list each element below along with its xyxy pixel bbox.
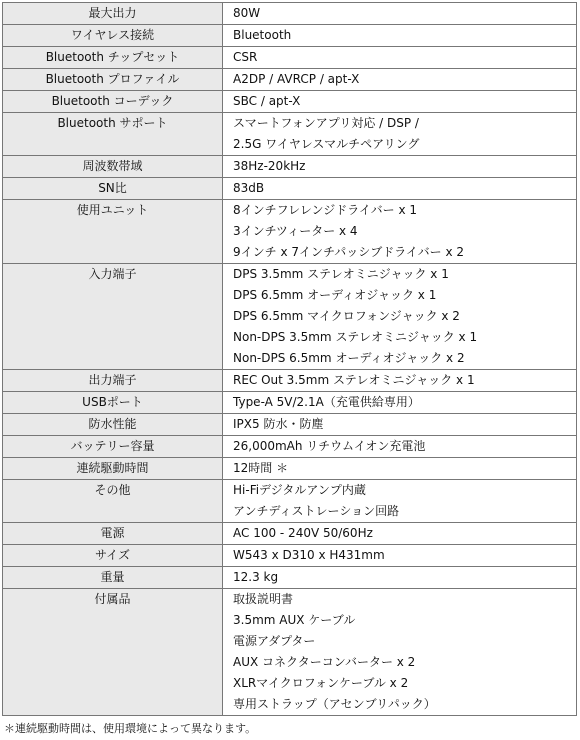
spec-value-line: Type-A 5V/2.1A（充電供給専用） [233,395,420,409]
spec-value-cell [223,156,577,178]
spec-value-line: XLRマイクロフォンケーブル x 2 [233,676,409,690]
spec-label: SN比 [98,181,127,195]
spec-value-line: AUX コネクターコンバーター x 2 [233,655,416,669]
spec-label-cell [3,589,223,716]
spec-row [3,545,577,567]
spec-label: 重量 [100,570,125,584]
spec-value-line: 8インチフレレンジドライバー x 1 [233,203,418,217]
spec-value-line: DPS 6.5mm オーディオジャック x 1 [233,288,437,302]
spec-row [3,25,577,47]
spec-value-cell [223,414,577,436]
spec-value-cell [223,436,577,458]
spec-value-line: DPS 3.5mm ステレオミニジャック x 1 [233,267,449,281]
spec-label: 付属品 [94,592,131,606]
spec-label: バッテリー容量 [70,439,155,453]
spec-value-line: Bluetooth [233,28,292,42]
spec-row [3,392,577,414]
spec-row [3,480,577,523]
spec-value-cell [223,589,577,716]
spec-row [3,69,577,91]
spec-row [3,523,577,545]
spec-value-line: Non-DPS 3.5mm ステレオミニジャック x 1 [233,330,478,344]
spec-row [3,113,577,156]
spec-row [3,47,577,69]
spec-value-line: Non-DPS 6.5mm オーディオジャック x 2 [233,351,465,365]
spec-label: 最大出力 [88,6,137,20]
spec-label-cell [3,113,223,156]
spec-value-line: 80W [233,6,261,20]
spec-value-line: 12.3 kg [233,570,279,584]
spec-label-cell [3,178,223,200]
spec-value-line: 3インチツィーター x 4 [233,224,358,238]
spec-value-line: IPX5 防水・防塵 [233,417,324,431]
spec-value-line: AC 100 - 240V 50/60Hz [233,526,373,540]
spec-row [3,589,577,716]
spec-row [3,567,577,589]
spec-label-cell [3,264,223,370]
spec-label: Bluetooth サポート [57,116,168,130]
spec-value-line: Hi-Fiデジタルアンプ内蔵 [233,483,366,497]
spec-table [2,2,577,716]
spec-value-line: 83dB [233,181,265,195]
spec-label-cell [3,156,223,178]
spec-row [3,178,577,200]
spec-label-cell [3,47,223,69]
spec-value-line: 2.5G ワイヤレスマルチペアリング [233,137,420,151]
spec-label-cell [3,3,223,25]
spec-value-cell [223,69,577,91]
spec-value-line: 9インチ x 7インチパッシブドライバー x 2 [233,245,465,259]
spec-row [3,414,577,436]
spec-value-cell [223,370,577,392]
spec-value-cell [223,392,577,414]
spec-value-cell [223,458,577,480]
spec-value-line: 専用ストラップ（アセンブリパック） [233,697,436,711]
spec-label: 出力端子 [88,373,137,387]
spec-label-cell [3,25,223,47]
spec-label: 周波数帯域 [82,159,143,173]
spec-label: サイズ [94,548,131,562]
spec-label: その他 [94,483,131,497]
spec-label: Bluetooth プロファイル [45,72,180,86]
spec-table-container [2,2,577,716]
spec-label-cell [3,545,223,567]
spec-value-line: スマートフォンアプリ対応 / DSP / [233,116,419,130]
spec-value-line: A2DP / AVRCP / apt-X [233,72,360,86]
spec-value-line: DPS 6.5mm マイクロフォンジャック x 2 [233,309,460,323]
spec-value-cell [223,545,577,567]
spec-label-cell [3,523,223,545]
spec-label-cell [3,91,223,113]
spec-label-cell [3,567,223,589]
spec-label-cell [3,370,223,392]
spec-row [3,370,577,392]
spec-value-line: 電源アダプター [233,634,316,648]
spec-label: Bluetooth チップセット [45,50,180,64]
spec-row [3,458,577,480]
spec-table-body [3,3,577,716]
spec-value-cell [223,480,577,523]
spec-value-cell [223,113,577,156]
spec-value-cell [223,3,577,25]
spec-label: 使用ユニット [76,203,149,217]
spec-value-line: W543 x D310 x H431mm [233,548,385,562]
spec-value-cell [223,25,577,47]
spec-label: Bluetooth コーデック [51,94,174,108]
spec-label-cell [3,458,223,480]
spec-value-cell [223,47,577,69]
spec-value-line: 3.5mm AUX ケーブル [233,613,356,627]
spec-label: 連続駆動時間 [76,461,149,475]
spec-label: USBポート [82,395,143,409]
spec-value-cell [223,567,577,589]
spec-label-cell [3,436,223,458]
spec-row [3,3,577,25]
spec-label-cell [3,69,223,91]
spec-label: 入力端子 [88,267,137,281]
spec-value-line: SBC / apt-X [233,94,301,108]
spec-value-line: 取扱説明書 [233,592,294,606]
footnote: ＊連続駆動時間は、使用環境によって異なります。 [4,722,257,735]
spec-row [3,436,577,458]
spec-label: 防水性能 [88,417,137,431]
spec-row [3,264,577,370]
spec-label-cell [3,480,223,523]
spec-value-line: CSR [233,50,258,64]
spec-label-cell [3,200,223,264]
spec-value-line: REC Out 3.5mm ステレオミニジャック x 1 [233,373,475,387]
spec-value-cell [223,91,577,113]
spec-value-cell [223,178,577,200]
spec-value-line: アンチディストレーション回路 [233,504,400,518]
spec-value-line: 38Hz-20kHz [233,159,306,173]
spec-label: 電源 [100,526,125,540]
spec-row [3,200,577,264]
spec-value-cell [223,264,577,370]
spec-row [3,91,577,113]
spec-label-cell [3,414,223,436]
spec-value-line: 12時間 ＊ [233,461,289,475]
spec-value-cell [223,200,577,264]
spec-label-cell [3,392,223,414]
spec-row [3,156,577,178]
spec-value-line: 26,000mAh リチウムイオン充電池 [233,439,426,453]
spec-value-cell [223,523,577,545]
spec-label: ワイヤレス接続 [70,28,155,42]
